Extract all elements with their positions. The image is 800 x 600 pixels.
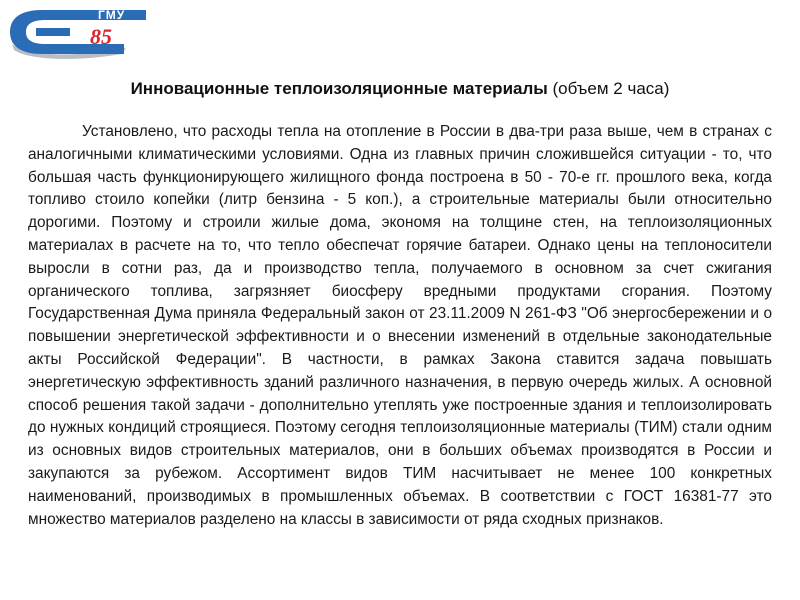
slide-title-suffix: (объем 2 часа) (547, 79, 670, 98)
svg-text:85: 85 (90, 24, 112, 49)
svg-text:ГМУ: ГМУ (98, 8, 126, 22)
university-logo-graphic (6, 4, 152, 62)
body-text (28, 121, 772, 591)
slide-title-main: Инновационные теплоизоляционные материалы (130, 79, 548, 98)
slide-title (40, 78, 760, 100)
body-paragraph: Установлено, что расходы тепла на отопление в России в два-три раза выше, чем в странах с аналогичными климатическими условиями. Одна из главных причин сложившейся ситуации - то, что большая часть функционирующего жилищного фонда построена в 50 - 70-е гг. прошлого века, когда топливо стоило копейки (литр бензина - 5 коп.), а строительные материалы были относительно дорогими. Поэтому и строили жилые дома, экономя на толщине стен, на теплоизоляционных материалах в расчете на то, что тепло обеспечат горячие батареи. Однако цены на теплоносители выросли в сотни раз, да и производство тепла, получаемого в основном за счет сжигания органического топлива, загрязняет биосферу вредными продуктами сгорания. Поэтому Государственная Дума приняла Федеральный закон от 23.11.2009 N 261-ФЗ "Об энергосбережении и о повышении энергетической эффективности и о внесении изменений в отдельные законодательные акты Российской Федерации". В частности, в рамках Закона ставится задача повышать энергетическую эффективность зданий различного назначения, в первую очередь жилых. А основной способ решения такой задачи - дополнительно утеплять уже построенные здания и теплоизолировать до нужных кондиций строящиеся. Поэтому сегодня теплоизоляционные материалы (ТИМ) стали одним из основных видов строительных материалов, они в больших объемах производятся в России и закупаются за рубежом. Ассортимент видов ТИМ насчитывает не менее 100 конкретных наименований, производимых в промышленных объемах. В соответствии с ГОСТ 16381-77 это множество материалов разделено на классы в зависимости от ряда сходных признаков. (28, 123, 772, 528)
university-logo (6, 4, 152, 62)
